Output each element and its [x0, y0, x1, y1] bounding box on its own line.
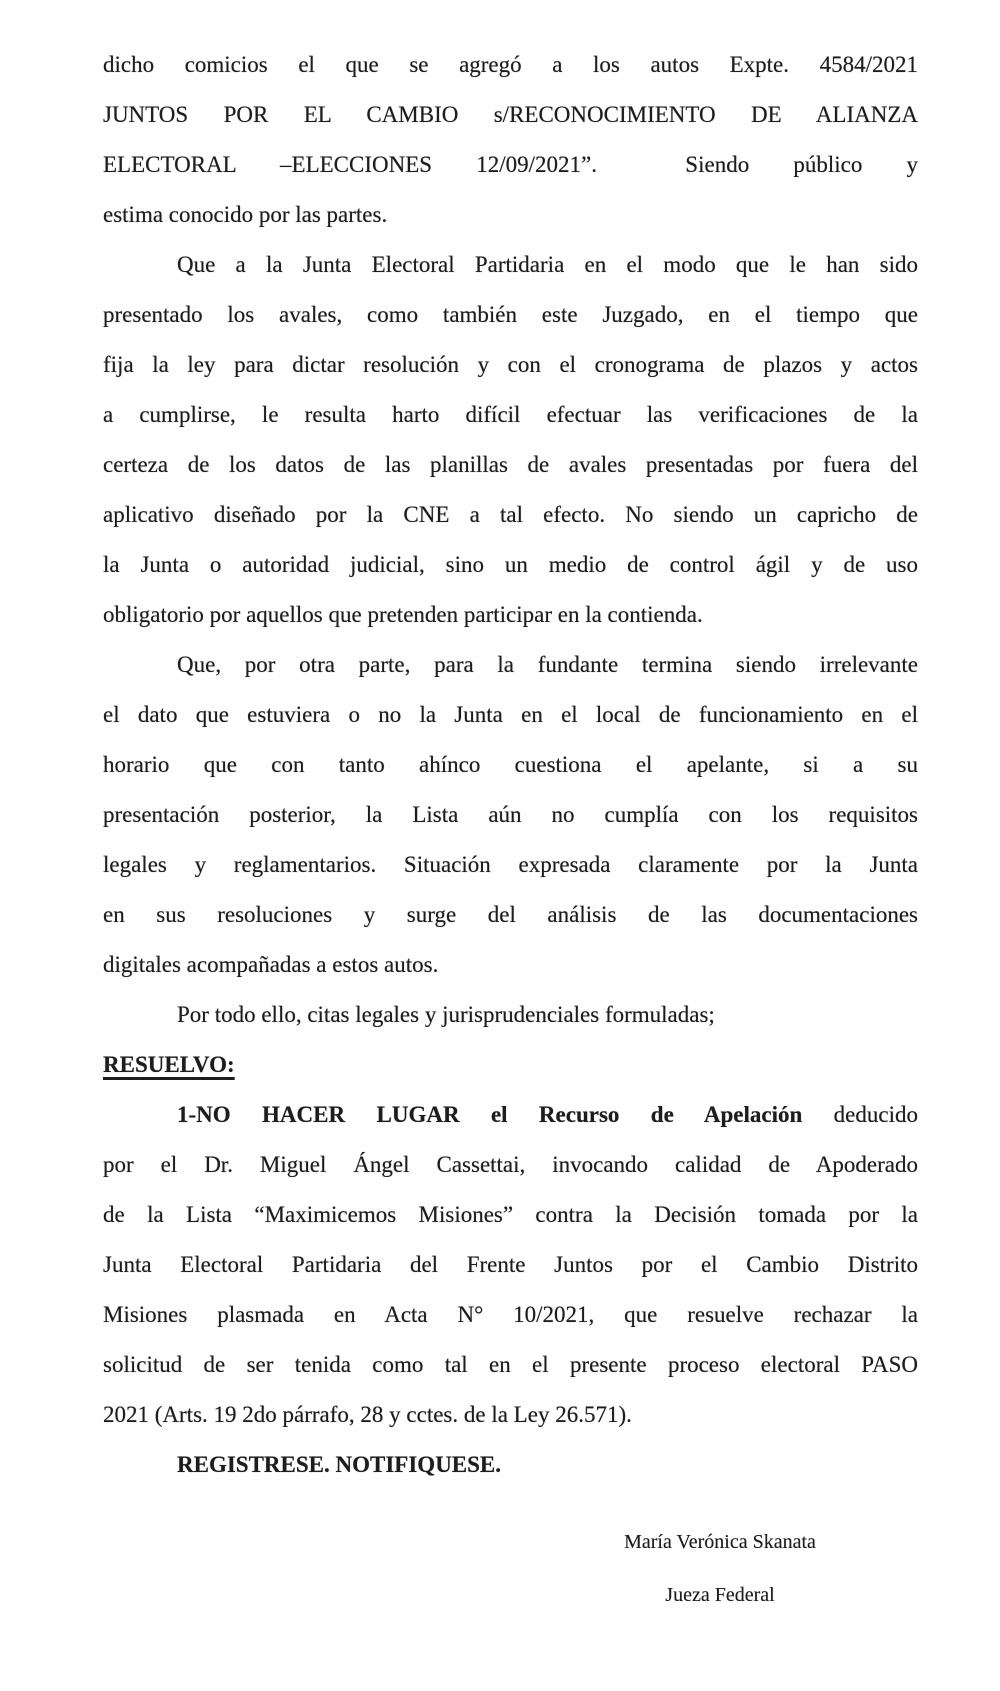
document-text: Que, por otra parte, para la fundante termina siendo irrelevante [177, 652, 918, 677]
document-text: Que a la Junta Electoral Partidaria en el modo que le han sido [177, 252, 918, 277]
signature-name: María Verónica Skanata [624, 1531, 816, 1553]
document-line [103, 240, 918, 290]
document-text: aplicativo diseñado por la CNE a tal efecto. No siendo un capricho de [103, 502, 918, 527]
document-text: ELECTORAL –ELECCIONES 12/09/2021”. Siendo público y [103, 152, 918, 177]
document-text: Junta Electoral Partidaria del Frente Juntos por el Cambio Distrito [103, 1252, 918, 1277]
document-text: la Junta o autoridad judicial, sino un medio de control ágil y de uso [103, 552, 918, 577]
document-text: legales y reglamentarios. Situación expresada claramente por la Junta [103, 852, 918, 877]
document-line [103, 1440, 918, 1490]
document-text: a cumplirse, le resulta harto difícil efectuar las verificaciones de la [103, 402, 918, 427]
document-line [103, 440, 918, 490]
document-text: de la Lista “Maximicemos Misiones” contra la Decisión tomada por la [103, 1202, 918, 1227]
document-line [103, 640, 918, 690]
document-text: certeza de los datos de las planillas de avales presentadas por fuera del [103, 452, 918, 477]
document-text: por el Dr. Miguel Ángel Cassettai, invocando calidad de Apoderado [103, 1152, 918, 1177]
document-text-bold: 1-NO HACER LUGAR el Recurso de Apelación [177, 1102, 803, 1127]
document-line [103, 740, 918, 790]
document-line [103, 1390, 918, 1440]
document-text: fija la ley para dictar resolución y con el cronograma de plazos y actos [103, 352, 918, 377]
document-line [103, 540, 918, 590]
document-line [103, 890, 918, 940]
document-text: dicho comicios el que se agregó a los autos Expte. 4584/2021 [103, 52, 918, 77]
document-line [103, 1290, 918, 1340]
document-line [103, 690, 918, 740]
document-body [103, 40, 918, 1490]
document-text: deducido [802, 1102, 918, 1127]
document-line [103, 340, 918, 390]
document-line [103, 1240, 918, 1290]
document-line [103, 790, 918, 840]
document-line [103, 290, 918, 340]
document-line [103, 840, 918, 890]
document-line [103, 1090, 918, 1140]
document-text: presentado los avales, como también este Juzgado, en el tiempo que [103, 302, 918, 327]
document-line [103, 1040, 918, 1090]
signature-title: Jueza Federal [665, 1584, 775, 1606]
document-text: horario que con tanto ahínco cuestiona el apelante, si a su [103, 752, 918, 777]
document-line [103, 90, 918, 140]
document-text: Misiones plasmada en Acta N° 10/2021, que resuelve rechazar la [103, 1302, 918, 1327]
document-text: digitales acompañadas a estos autos. [103, 952, 439, 977]
document-text: Por todo ello, citas legales y jurisprudenciales formuladas; [177, 1002, 715, 1027]
document-line [103, 990, 918, 1040]
document-line [103, 390, 918, 440]
document-line [103, 40, 918, 90]
document-line [103, 1140, 918, 1190]
document-line [103, 190, 918, 240]
document-line [103, 1340, 918, 1390]
document-text: estima conocido por las partes. [103, 202, 388, 227]
signature-block [560, 1516, 880, 1622]
document-line [103, 590, 918, 640]
document-text-bold: REGISTRESE. NOTIFIQUESE. [177, 1452, 502, 1477]
document-text: 2021 (Arts. 19 2do párrafo, 28 y cctes. de la Ley 26.571). [103, 1402, 632, 1427]
document-text: el dato que estuviera o no la Junta en el local de funcionamiento en el [103, 702, 918, 727]
document-text: obligatorio por aquellos que pretenden participar en la contienda. [103, 602, 703, 627]
document-text: solicitud de ser tenida como tal en el presente proceso electoral PASO [103, 1352, 918, 1377]
document-line [103, 940, 918, 990]
document-text: JUNTOS POR EL CAMBIO s/RECONOCIMIENTO DE ALIANZA [103, 102, 918, 127]
document-line [103, 140, 918, 190]
document-text: en sus resoluciones y surge del análisis de las documentaciones [103, 902, 918, 927]
document-text: presentación posterior, la Lista aún no cumplía con los requisitos [103, 802, 918, 827]
document-line [103, 490, 918, 540]
document-text-bold: RESUELVO: [103, 1052, 235, 1077]
document-line [103, 1190, 918, 1240]
